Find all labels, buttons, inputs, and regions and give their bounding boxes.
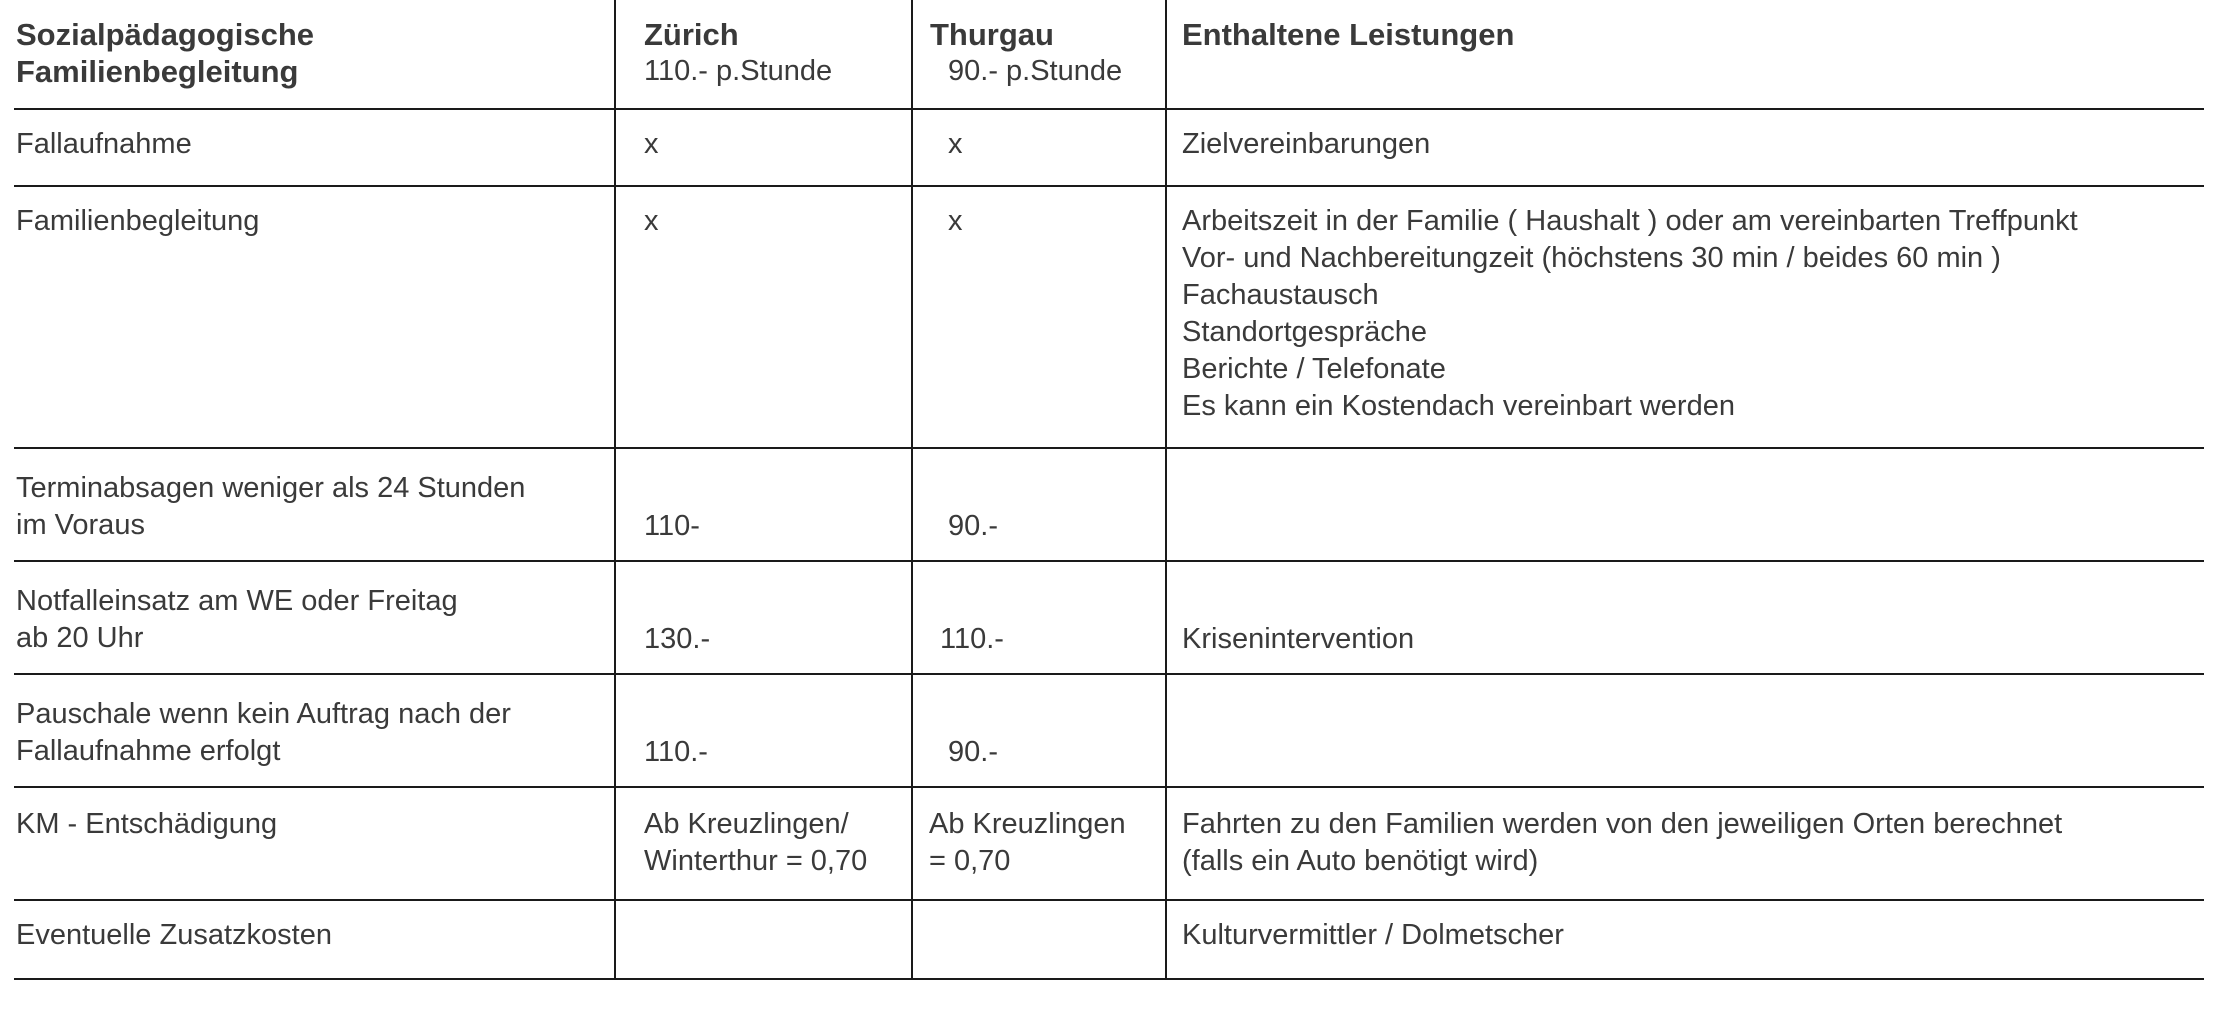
thurgau-value-text: = 0,70 — [929, 845, 1011, 877]
service-item: Es kann ein Kostendach vereinbart werden — [1182, 390, 1735, 422]
thurgau-value — [911, 449, 1165, 560]
row-label-line: Terminabsagen weniger als 24 Stunden — [16, 472, 526, 504]
thurgau-value — [911, 675, 1165, 786]
thurgau-value-text: x — [948, 128, 963, 160]
services-list — [1165, 901, 2204, 978]
service-item: Arbeitszeit in der Familie ( Haushalt ) oder am vereinbarten Treffpunkt — [1182, 205, 2078, 237]
thurgau-value-text: x — [948, 205, 963, 237]
header-service-line2: Familienbegleitung — [16, 54, 299, 89]
services-list — [1165, 675, 2204, 786]
header-zurich-rate: 110.- p.Stunde — [644, 55, 833, 87]
services-list — [1165, 187, 2204, 447]
thurgau-value-text: 110.- — [940, 623, 1004, 655]
service-item: Kulturvermittler / Dolmetscher — [1182, 919, 1564, 951]
thurgau-value — [911, 788, 1165, 899]
header-thurgau-rate: 90.- p.Stunde — [948, 55, 1123, 87]
zurich-value-text: x — [644, 128, 659, 160]
header-services-title: Enthaltene Leistungen — [1182, 17, 1515, 52]
service-item: Vor- und Nachbereitungzeit (höchstens 30 min / beides 60 min ) — [1182, 242, 2001, 274]
row-label — [14, 110, 614, 185]
service-item: Zielvereinbarungen — [1182, 128, 1431, 160]
services-list — [1165, 562, 2204, 673]
thurgau-value-text: Ab Kreuzlingen — [929, 808, 1126, 840]
thurgau-value-text: 90.- — [948, 510, 998, 542]
services-list — [1165, 788, 2204, 899]
zurich-value-text: 130.- — [644, 623, 711, 655]
row-label-line: Pauschale wenn kein Auftrag nach der — [16, 698, 511, 730]
zurich-value-text: 110.- — [644, 736, 708, 768]
zurich-value — [614, 187, 911, 447]
thurgau-value — [911, 901, 1165, 978]
thurgau-value — [911, 187, 1165, 447]
service-item: Krisenintervention — [1182, 623, 1415, 655]
zurich-value — [614, 901, 911, 978]
service-item: (falls ein Auto benötigt wird) — [1182, 845, 1539, 877]
row-label-line: Fallaufnahme erfolgt — [16, 735, 281, 767]
row-label-line: Familienbegleitung — [16, 205, 260, 237]
table-row — [14, 675, 2204, 788]
header-services — [1165, 0, 2204, 108]
table-row — [14, 449, 2204, 562]
services-list — [1165, 449, 2204, 560]
row-label-line: Notfalleinsatz am WE oder Freitag — [16, 585, 458, 617]
zurich-value-text: x — [644, 205, 659, 237]
row-label — [14, 901, 614, 978]
row-label — [14, 187, 614, 447]
service-item: Fahrten zu den Familien werden von den jeweiligen Orten berechnet — [1182, 808, 2063, 840]
header-thurgau — [911, 0, 1165, 108]
table-row — [14, 788, 2204, 901]
row-label-line: Eventuelle Zusatzkosten — [16, 919, 332, 951]
table-row — [14, 562, 2204, 675]
service-item: Standortgespräche — [1182, 316, 1428, 348]
price-table — [14, 0, 2204, 980]
header-zurich — [614, 0, 911, 108]
row-label — [14, 788, 614, 899]
thurgau-value-text: 90.- — [948, 736, 998, 768]
zurich-value — [614, 675, 911, 786]
zurich-value-text: Ab Kreuzlingen/ — [644, 808, 849, 840]
service-item: Berichte / Telefonate — [1182, 353, 1446, 385]
zurich-value — [614, 449, 911, 560]
table-row — [14, 187, 2204, 449]
thurgau-value — [911, 562, 1165, 673]
zurich-value-text: 110- — [644, 510, 700, 542]
table-row — [14, 110, 2204, 187]
header-service-title — [14, 0, 614, 108]
zurich-value — [614, 562, 911, 673]
row-label-line: KM - Entschädigung — [16, 808, 278, 840]
services-list — [1165, 110, 2204, 185]
table-header-row — [14, 0, 2204, 110]
zurich-value — [614, 788, 911, 899]
header-thurgau-title: Thurgau — [930, 17, 1054, 52]
header-zurich-title: Zürich — [644, 17, 739, 52]
table-row — [14, 901, 2204, 980]
zurich-value-text: Winterthur = 0,70 — [644, 845, 868, 877]
row-label — [14, 449, 614, 560]
zurich-value — [614, 110, 911, 185]
row-label-line: im Voraus — [16, 509, 145, 541]
thurgau-value — [911, 110, 1165, 185]
row-label-line: ab 20 Uhr — [16, 622, 144, 654]
row-label — [14, 562, 614, 673]
service-item: Fachaustausch — [1182, 279, 1379, 311]
row-label — [14, 675, 614, 786]
header-service-line1: Sozialpädagogische — [16, 17, 315, 52]
row-label-line: Fallaufnahme — [16, 128, 192, 160]
